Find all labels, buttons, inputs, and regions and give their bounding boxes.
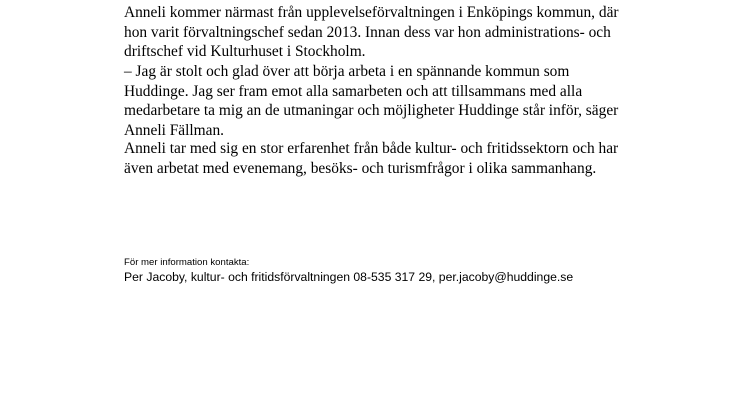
paragraph-background — [124, 3, 619, 62]
text-line: medarbetare ta mig an de utmaningar och möjligheter Huddinge står inför, säger — [124, 102, 619, 119]
text-line: Anneli Fällman. — [124, 121, 225, 139]
text-line: hon varit förvaltningschef sedan 2013. Innan dess var hon administrations- och — [124, 23, 611, 41]
text-line: – Jag är stolt och glad över att börja arbeta i en spännande kommun som — [124, 63, 570, 80]
text-line: Anneli kommer närmast från upplevelseförvaltningen i Enköpings kommun, där — [124, 4, 619, 21]
contact-heading: För mer information kontakta: — [124, 257, 250, 268]
text-line: Anneli tar med sig en stor erfarenhet från både kultur- och fritidssektorn och har — [124, 140, 619, 157]
paragraph-experience — [124, 139, 618, 178]
text-line: driftschef vid Kulturhuset i Stockholm. — [124, 43, 366, 60]
contact-details: Per Jacoby, kultur- och fritidsförvaltningen 08-535 317 29, per.jacoby@huddinge.se — [124, 270, 574, 284]
text-line: Huddinge. Jag ser fram emot alla samarbeten och att tillsammans med alla — [124, 82, 583, 100]
paragraph-quote — [124, 62, 618, 140]
text-line: även arbetat med evenemang, besöks- och turismfrågor i olika sammanhang. — [124, 159, 597, 177]
